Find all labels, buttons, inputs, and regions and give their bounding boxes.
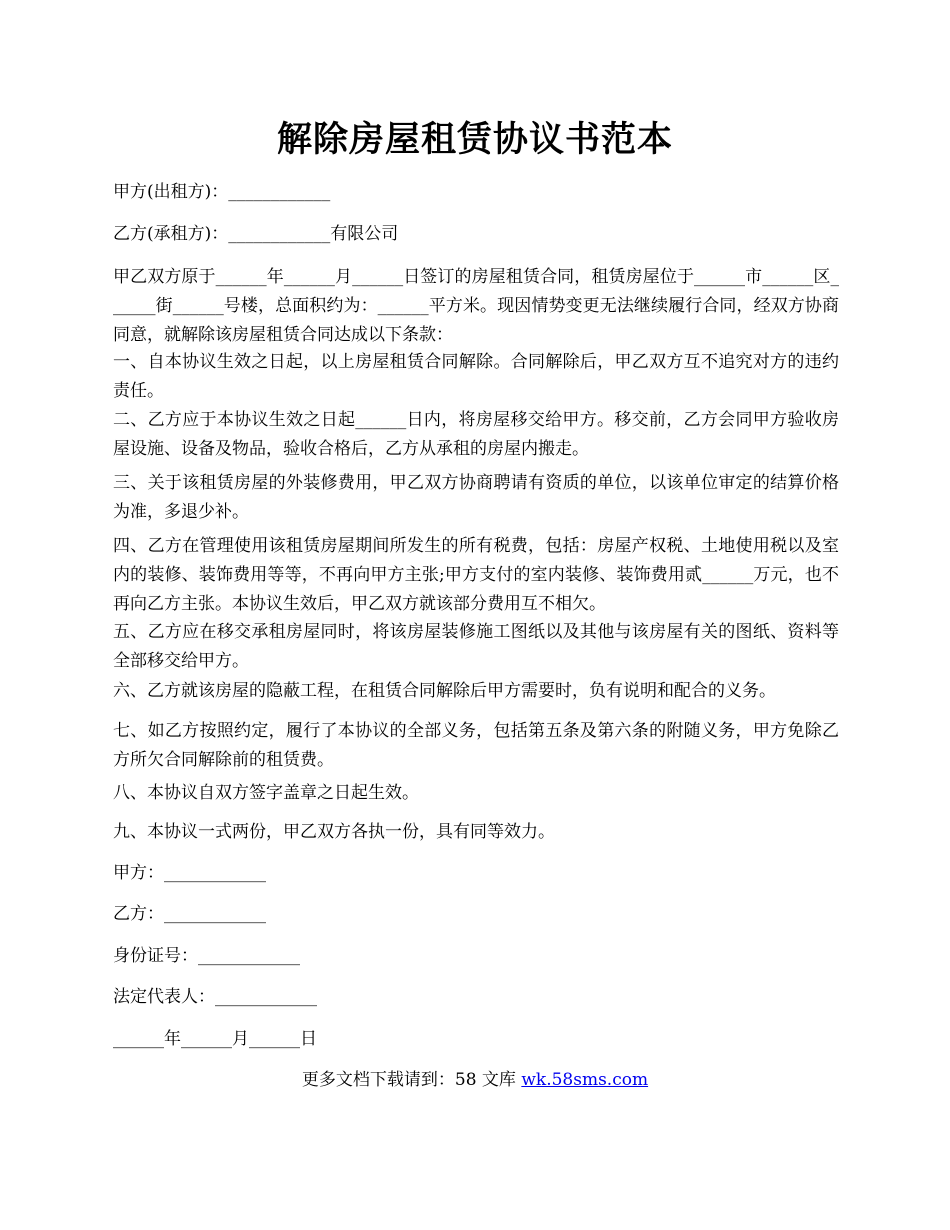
signature-date: ______年______月______日 xyxy=(113,1029,317,1049)
party-a-line: 甲方(出租方)：____________ xyxy=(113,182,331,202)
signature-party-a: 甲方：____________ xyxy=(113,863,266,883)
clause-4: 四、乙方在管理使用该租赁房屋期间所发生的所有税费，包括：房屋产权税、土地使用税以及室内的装修、装饰费用等等，不再向甲方主张;甲方支付的室内装修、装饰费用贰______万元，也不再向乙方主张。本协议生效后，甲乙双方就该部分费用互不相欠。 xyxy=(113,536,839,614)
signature-party-b: 乙方：____________ xyxy=(113,904,266,924)
footer xyxy=(0,1065,950,1090)
clause-2: 二、乙方应于本协议生效之日起______日内，将房屋移交给甲方。移交前，乙方会同甲方验收房屋设施、设备及物品，验收合格后，乙方从承租的房屋内搬走。 xyxy=(113,410,839,459)
party-b-line: 乙方(承租方)：____________有限公司 xyxy=(113,224,399,244)
footer-prefix: 更多文档下载请到：58 文库 xyxy=(301,1070,522,1090)
clause-6: 六、乙方就该房屋的隐蔽工程，在租赁合同解除后甲方需要时，负有说明和配合的义务。 xyxy=(113,681,776,701)
clause-8: 八、本协议自双方签字盖章之日起生效。 xyxy=(113,783,419,803)
signature-id-number: 身份证号：____________ xyxy=(113,946,300,966)
signature-legal-rep: 法定代表人：____________ xyxy=(113,987,317,1007)
clause-7: 七、如乙方按照约定，履行了本协议的全部义务，包括第五条及第六条的附随义务，甲方免除乙方所欠合同解除前的租赁费。 xyxy=(113,721,839,770)
clause-5: 五、乙方应在移交承租房屋同时，将该房屋装修施工图纸以及其他与该房屋有关的图纸、资料等全部移交给甲方。 xyxy=(113,622,839,671)
intro-paragraph: 甲乙双方原于______年______月______日签订的房屋租赁合同，租赁房屋位于______市______区______街______号楼，总面积约为：______平方米。现因情势变更无法继续履行合同，经双方协商同意，就解除该房屋租赁合同达成以下条款： xyxy=(113,267,839,345)
clause-3: 三、关于该租赁房屋的外装修费用，甲乙双方协商聘请有资质的单位，以该单位审定的结算价格为准，多退少补。 xyxy=(113,473,839,522)
document-title: 解除房屋租赁协议书范本 xyxy=(276,120,673,160)
footer-link[interactable]: wk.58sms.com xyxy=(521,1070,649,1090)
clause-1: 一、自本协议生效之日起，以上房屋租赁合同解除。合同解除后，甲乙双方互不追究对方的违约责任。 xyxy=(113,352,839,401)
clause-9: 九、本协议一式两份，甲乙双方各执一份，具有同等效力。 xyxy=(113,822,555,842)
